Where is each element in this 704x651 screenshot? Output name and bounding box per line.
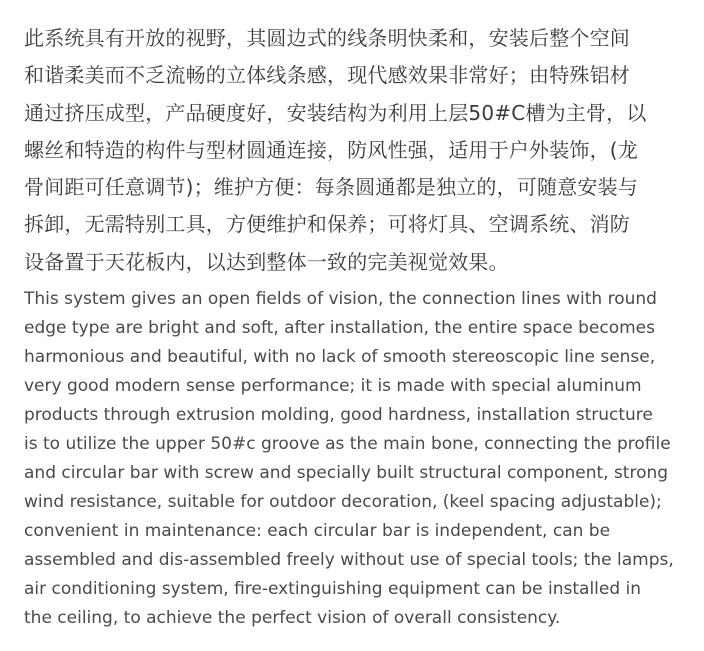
chinese-paragraph: [24, 20, 688, 281]
english-line: very good modern sense performance; it is made with special aluminum: [24, 376, 642, 397]
english-line: products through extrusion molding, good hardness, installation structure: [24, 405, 653, 426]
english-line: edge type are bright and soft, after installation, the entire space becomes: [24, 318, 655, 339]
english-line: air conditioning system, fire-extinguishing equipment can be installed in: [24, 579, 642, 600]
english-line: the ceiling, to achieve the perfect vision of overall consistency.: [24, 608, 561, 629]
english-line: harmonious and beautiful, with no lack of smooth stereoscopic line sense,: [24, 347, 656, 368]
english-line: assembled and dis-assembled freely without use of special tools; the lamps,: [24, 550, 674, 571]
chinese-line: 螺丝和特造的构件与型材圆通连接，防风性强，适用于户外装饰，(龙: [24, 137, 639, 162]
chinese-line: 骨间距可任意调节)；维护方便：每条圆通都是独立的，可随意安装与: [24, 175, 639, 200]
document-body: [24, 20, 688, 633]
english-line: and circular bar with screw and specially built structural component, strong: [24, 463, 669, 484]
chinese-line: 拆卸，无需特别工具，方便维护和保养；可将灯具、空调系统、消防: [24, 212, 630, 237]
english-line: This system gives an open fields of vision, the connection lines with round: [24, 289, 657, 310]
english-line: convenient in maintenance: each circular bar is independent, can be: [24, 521, 611, 542]
english-line: wind resistance, suitable for outdoor decoration, (keel spacing adjustable);: [24, 492, 662, 513]
chinese-line: 和谐柔美而不乏流畅的立体线条感，现代感效果非常好；由特殊铝材: [24, 63, 630, 88]
chinese-line: 此系统具有开放的视野，其圆边式的线条明快柔和，安装后整个空间: [24, 26, 630, 50]
chinese-line: 设备置于天花板内，以达到整体一致的完美视觉效果。: [24, 249, 509, 274]
english-paragraph: [24, 285, 688, 633]
chinese-line: 通过挤压成型，产品硬度好，安装结构为利用上层50#C槽为主骨，以: [24, 100, 647, 125]
english-line: is to utilize the upper 50#c groove as the main bone, connecting the profile: [24, 434, 671, 455]
